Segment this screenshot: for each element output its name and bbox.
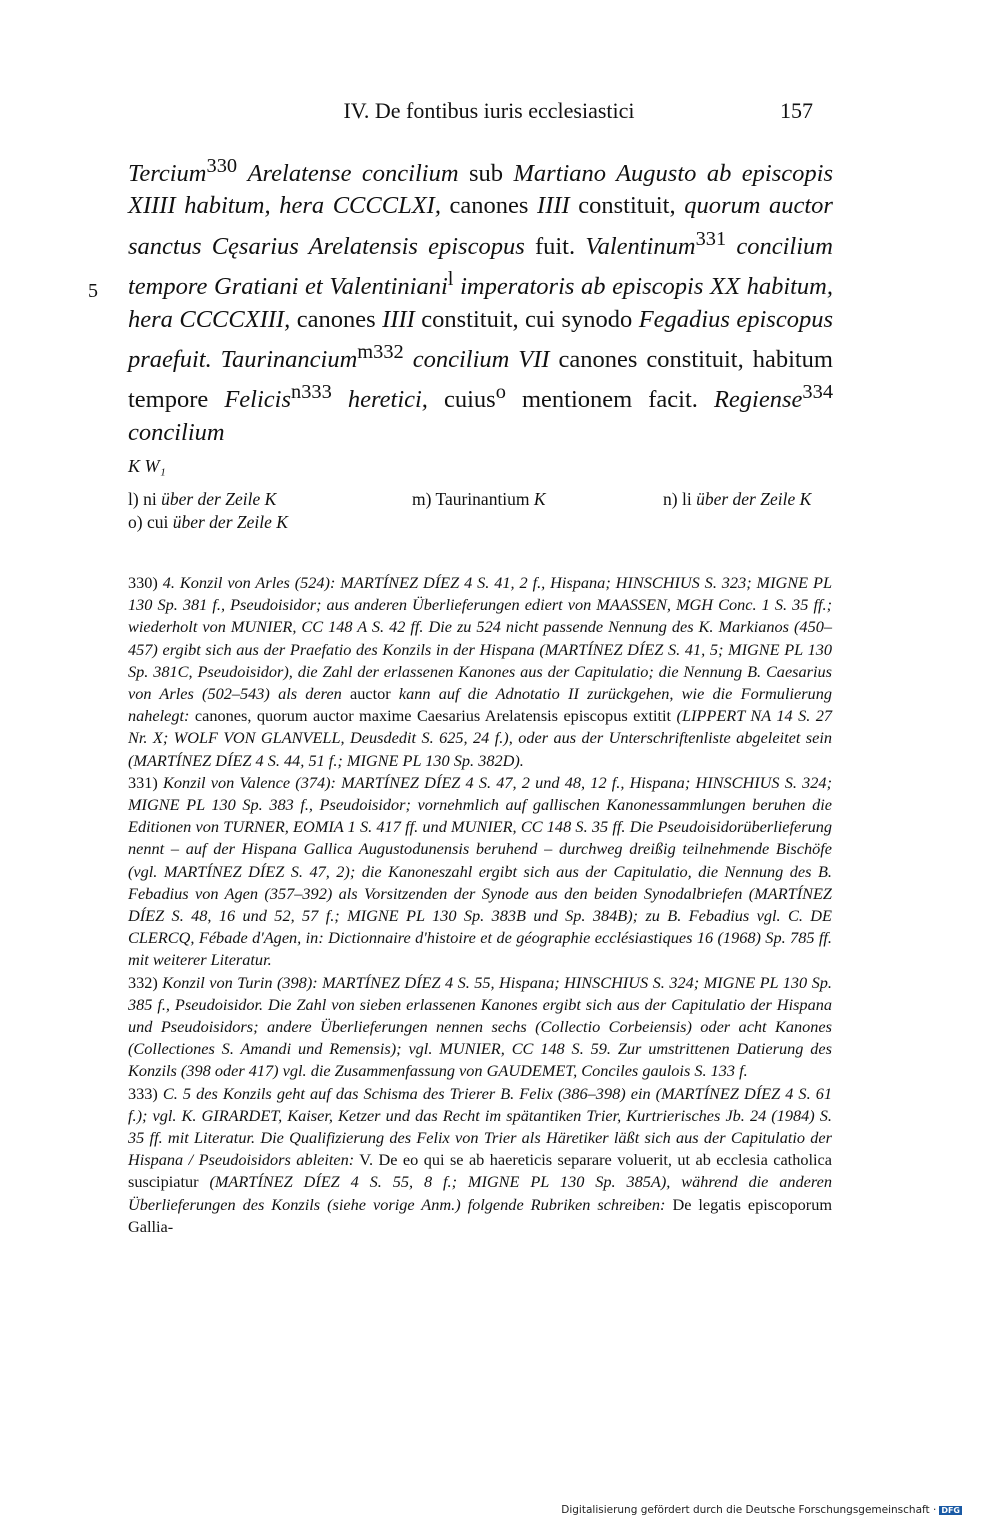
footnote-330: 330) 4. Konzil von Arles (524): MARTÍNEZ DÍEZ 4 S. 41, 2 f., Hispana; HINSCHIUS S. 323; MIGNE PL 130 Sp. 381 f., Pseudoisidor; aus anderen Überlieferungen ediert von MAASSEN, MGH Conc. 1 S. 35 ff.; wiederholt von MUNIER, CC 148 A S. 42 ff. Die zu 524 nicht passende Nennung des K. Markianos (450–457) ergibt sich aus der Praefatio des Konzils in der Hispana (MARTÍNEZ DÍEZ S. 41, 5; MIGNE PL 130 Sp. 381C, Pseudoisidor), die Zahl der erlassenen Kanones aus der Capitulatio; die Nennung B. Caesarius von Arles (502–543) als deren auctor kann auf die Adnotatio II zurückgehen, wie die Formulierung nahelegt: canones, quorum auctor maxime Caesarius Arelatensis episcopus extitit (LIPPERT NA 14 S. 27 Nr. X; WOLF VON GLANVELL, Deusdedit S. 625, 24 f.), oder aus der Unterschriftenliste abgeleitet sein (MARTÍNEZ DÍEZ 4 S. 44, 51 f.; MIGNE PL 130 Sp. 382D). bbox=[128, 573, 833, 770]
page-number: 157 bbox=[780, 98, 813, 123]
apparatus-sigla: K W₁ bbox=[128, 456, 166, 476]
footnotes bbox=[128, 572, 832, 1238]
apparatus-entry: m) Taurinantium K bbox=[412, 489, 546, 509]
apparatus-entry: l) ni über der Zeile K bbox=[128, 489, 277, 509]
line-number: 5 bbox=[88, 280, 98, 302]
digitization-text: Digitalisierung gefördert durch die Deutsche Forschungsgemeinschaft · bbox=[561, 1504, 937, 1516]
running-header: IV. De fontibus iuris ecclesiastici bbox=[343, 98, 635, 123]
main-text bbox=[128, 150, 833, 449]
footnote-332: 332) Konzil von Turin (398): MARTÍNEZ DÍEZ 4 S. 55, Hispana; HINSCHIUS S. 324; MIGNE PL 130 Sp. 385 f., Pseudoisidor. Die Zahl von sieben erlassenen Kanones ergibt sich aus der Capitulatio der Hispana und Pseudoisidors; andere Überlieferungen nennen sechs (Collectio Corbeiensis) oder acht Kanones (Collectiones S. Amandi und Remensis); vgl. MUNIER, CC 148 S. 59. Zur umstrittenen Datierung des Konzils (398 oder 417) vgl. die Zusammenfassung von GAUDEMET, Conciles gaulois S. 133 f. bbox=[128, 972, 832, 1081]
apparatus-entry: n) li über der Zeile K bbox=[663, 489, 812, 509]
main-paragraph: Tercium$^{330}$ Arelatense concilium sub Martiano Augusto ab episcopis XIIII habitum, hera CCCCLXI, canones IIII constituit, quorum auctor sanctus Cęsarius Arelatensis episcopus fuit. Valentinum$^{331}$ concilium tempore Gratiani et Valentiniani$^l$ imperatoris ab episcopis XX habitum, hera CCCCXIII, canones IIII constituit, cui synodo Fegadius episcopus praefuit. Taurinancium$^{m332}$ concilium VII canones constituit, habitum tempore Felicis$^{n333}$ heretici, cuius$^o$ mentionem facit. Regiense$^{334}$ concilium bbox=[128, 155, 834, 446]
dfg-logo: DFG bbox=[941, 1505, 960, 1515]
footnote-331: 331) Konzil von Valence (374): MARTÍNEZ DÍEZ 4 S. 47, 2 und 48, 12 f., Hispana; HINSCHIUS S. 324; MIGNE PL 130 Sp. 383 f., Pseudoisidor; vornehmlich auf gallischen Kanonessammlungen beruhen die Editionen von TURNER, EOMIA 1 S. 417 ff. und MUNIER, CC 148 S. 35 ff. Die Pseudoisidorüberlieferung nennt – auf der Hispana Gallica Augustodunensis beruhend – durchweg dreißig teilnehmende Bischöfe (vgl. MARTÍNEZ DÍEZ S. 47, 2); die Kanoneszahl ergibt sich aus der Capitulatio, die Nennung des B. Febadius von Agen (357–392) als Vorsitzenden der Synode aus den beiden Synodalbriefen (MARTÍNEZ DÍEZ S. 48, 16 und 52, 57 f.; MIGNE PL 130 Sp. 383B und Sp. 384B); zu B. Febadius vgl. C. DE CLERCQ, Fébade d'Agen, in: Dictionnaire d'histoire et de géographie ecclésiastiques 16 (1968) Sp. 785 ff. mit weiterer Literatur. bbox=[128, 772, 832, 970]
footnote-333: 333) C. 5 des Konzils geht auf das Schisma des Trierer B. Felix (386–398) ein (MARTÍNEZ DÍEZ 4 S. 61 f.); vgl. K. GIRARDET, Kaiser, Ketzer und das Recht im spätantiken Trier, Kurtrierisches Jb. 24 (1984) S. 35 ff. mit Literatur. Die Qualifizierung des Felix von Trier als Häretiker läßt sich aus der Capitulatio der Hispana / Pseudoisidors ableiten: V. De eo qui se ab haereticis separare voluerit, ut ab ecclesia catholica suscipiatur (MARTÍNEZ DÍEZ 4 S. 55, 8 f.; MIGNE PL 130 Sp. 385A), während die anderen Überlieferungen des Konzils (siehe vorige Anm.) folgende Rubriken schreiben: De legatis episcoporum Gallia- bbox=[128, 1083, 833, 1236]
digitization-note bbox=[561, 1504, 962, 1516]
apparatus-entry: o) cui über der Zeile K bbox=[128, 512, 288, 532]
